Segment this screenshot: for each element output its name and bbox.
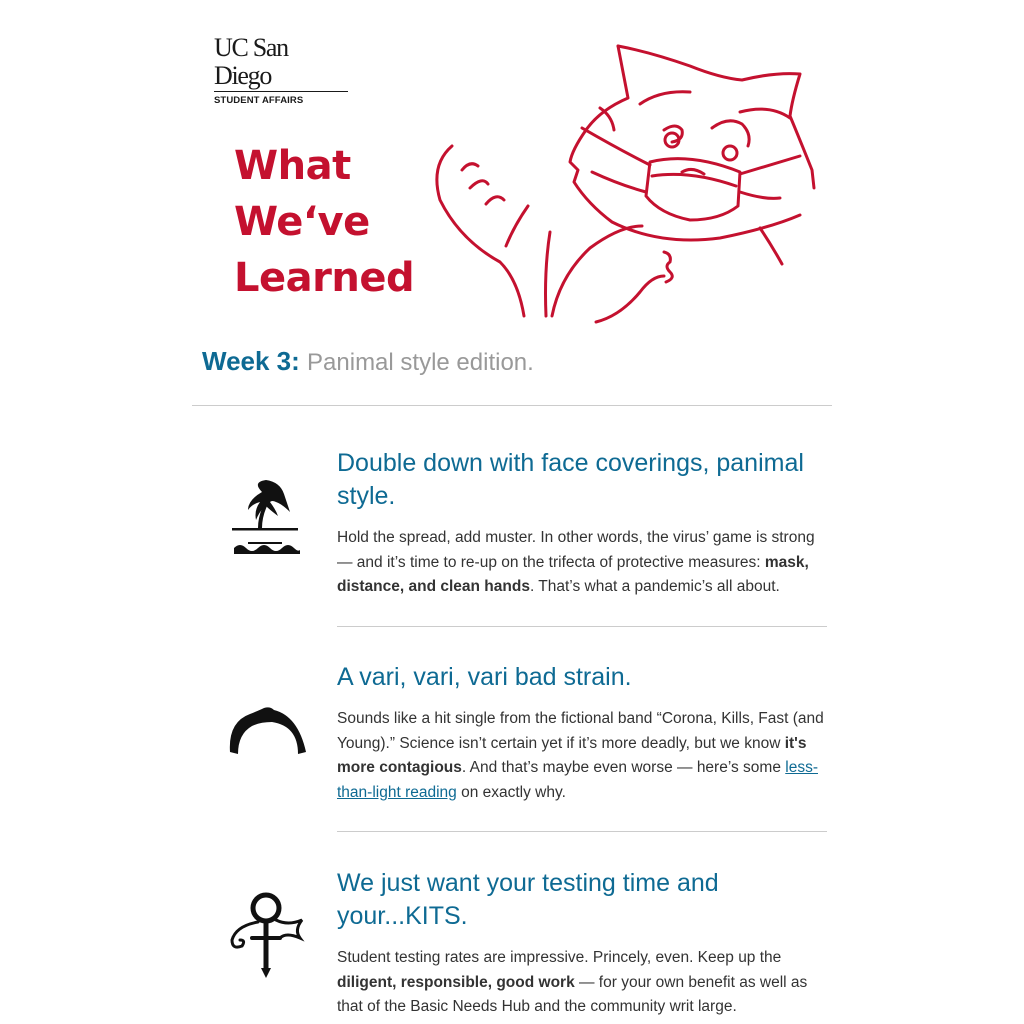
item-body-bold: mask, distance, and clean hands: [337, 553, 809, 595]
week-subtitle: Panimal style edition.: [307, 349, 534, 376]
palm-island-icon: [232, 476, 302, 558]
ucsd-logo[interactable]: [214, 34, 350, 106]
item-divider: [337, 831, 827, 832]
item-body-bold: diligent, responsible, good work: [337, 973, 575, 991]
hero-title: [234, 138, 414, 306]
list-item: [337, 661, 829, 805]
item-heading: Double down with face coverings, panimal style.: [337, 449, 804, 510]
item-body: [337, 946, 829, 1020]
week-heading: [202, 346, 534, 377]
item-divider: [337, 626, 827, 627]
reading-link[interactable]: less-than-light reading: [337, 759, 818, 801]
item-body-text: on exactly why.: [456, 783, 566, 801]
item-heading: We just want your testing time and your...KITS.: [337, 869, 719, 930]
hero-title-line-3: Learned: [234, 255, 415, 301]
logo-rule: [214, 91, 348, 92]
item-body-text: — for your own benefit as well as that of the Basic Needs Hub and the community writ large.: [337, 973, 808, 1015]
item-body: [337, 707, 829, 805]
hero-title-line-2: We‘ve: [234, 199, 370, 245]
item-body-text: . And that’s maybe even worse — here’s some: [461, 759, 786, 776]
list-item: [337, 867, 829, 1020]
item-body-bold: it's more contagious: [337, 734, 807, 776]
hero-title-line-1: What: [234, 143, 351, 189]
masked-mascot-illustration: [420, 36, 840, 332]
list-item: [337, 447, 829, 600]
item-body-text: . That’s what a pandemic’s all about.: [529, 578, 780, 595]
logo-subtitle: STUDENT AFFAIRS: [214, 95, 304, 106]
love-symbol-icon: [228, 890, 306, 982]
logo-wordmark: UC San Diego: [214, 33, 288, 90]
section-divider: [192, 405, 832, 406]
item-body-text: Hold the spread, add muster. In other words, the virus’ game is strong — and it’s time to re-up on the trifecta of protective measures:: [337, 529, 815, 571]
item-body-text: Student testing rates are impressive. Princely, even. Keep up the: [337, 949, 782, 966]
item-heading: A vari, vari, vari bad strain.: [337, 663, 632, 691]
item-body: [337, 526, 829, 600]
item-body-text: Sounds like a hit single from the fictional band “Corona, Kills, Fast (and Young).” Science isn’t certain yet if it’s more deadly, but we know: [337, 710, 824, 752]
hair-cap-icon: [226, 706, 308, 756]
week-label: Week 3:: [202, 346, 300, 376]
